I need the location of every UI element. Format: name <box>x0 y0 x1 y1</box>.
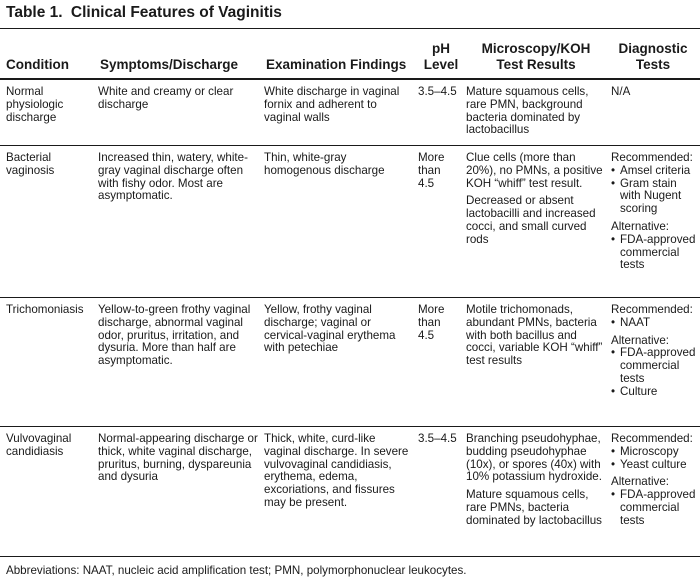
microscopy-text: Decreased or absent lactobacilli and increased cocci, and small curved rods <box>466 194 596 246</box>
recommended-label: Recommended: <box>611 432 693 445</box>
row-vvc-exam: Thick, white, curd-like vaginal discharge. In severe vulvovaginal candidiasis, erythema, edema, excoriations, and fissures may be present. <box>264 432 409 509</box>
row-trich-exam: Yellow, frothy vaginal discharge; vaginal or cervical-vaginal erythema with petechiae <box>264 303 396 355</box>
row-divider-2 <box>0 297 700 298</box>
row-divider-1 <box>0 145 700 146</box>
list-item: • Amsel criteria <box>611 165 699 178</box>
list-item: • FDA-approved commercial tests <box>611 489 699 527</box>
row-bv-symptoms: Increased thin, watery, white-gray vaginal discharge often with fishy odor. Most are asymptomatic. <box>98 151 248 203</box>
list-item: • NAAT <box>611 317 699 330</box>
row-bv-exam: Thin, white-gray homogenous discharge <box>264 151 385 177</box>
row-vvc-symptoms: Normal-appearing discharge or thick, white vaginal discharge, pruritus, burning, dyspareunia and dysuria <box>98 432 258 484</box>
list-item: • Yeast culture <box>611 459 699 472</box>
microscopy-text: Mature squamous cells, rare PMN, background bacteria dominated by lactobacillus <box>466 85 589 137</box>
microscopy-text: Mature squamous cells, rare PMNs, bacteria dominated by lactobacillus <box>466 488 602 527</box>
row-trich-condition: Trichomoniasis <box>6 303 84 316</box>
table-footnote: Abbreviations: NAAT, nucleic acid amplification test; PMN, polymorphonuclear leukocytes. <box>6 564 467 577</box>
table-number: Table 1. <box>6 4 63 21</box>
row-bv-diagnostic <box>611 152 699 272</box>
microscopy-text: Branching pseudohyphae, budding pseudohyphae (10x), or spores (40x) with 10% potassium hydroxide. <box>466 432 602 484</box>
col-header-ph: pH Level <box>423 41 459 72</box>
alternative-label: Alternative: <box>611 219 669 233</box>
table-title <box>6 4 282 22</box>
row-trich-symptoms: Yellow-to-green frothy vaginal discharge, abnormal vaginal odor, pruritus, irritation, and dysuria. More than half are asymptomatic. <box>98 303 251 368</box>
row-bv-microscopy <box>466 152 604 247</box>
row-normal-microscopy <box>466 86 604 137</box>
row-bv-ph: More than 4.5 <box>418 151 445 190</box>
list-item: • FDA-approved commercial tests <box>611 234 699 272</box>
row-normal-symptoms: White and creamy or clear discharge <box>98 85 234 111</box>
microscopy-text: Motile trichomonads, abundant PMNs, bacteria with both bacillus and cocci, variable KOH “whiff” test results <box>466 303 603 368</box>
rule-header <box>0 78 700 80</box>
row-normal-diagnostic: N/A <box>611 85 631 98</box>
alternative-list <box>611 347 699 398</box>
recommended-list <box>611 446 699 472</box>
recommended-list <box>611 165 699 216</box>
col-header-condition: Condition <box>6 57 69 72</box>
rule-bottom <box>0 556 700 557</box>
list-item: • Microscopy <box>611 446 699 459</box>
alternative-label: Alternative: <box>611 333 669 347</box>
row-trich-diagnostic <box>611 304 699 399</box>
row-normal-ph: 3.5–4.5 <box>418 85 457 98</box>
row-vvc-diagnostic <box>611 433 699 528</box>
row-vvc-microscopy <box>466 433 604 528</box>
row-normal-exam: White discharge in vaginal fornix and adherent to vaginal walls <box>264 85 400 124</box>
row-trich-ph: More than 4.5 <box>418 303 445 342</box>
row-divider-3 <box>0 426 700 427</box>
alternative-list <box>611 489 699 527</box>
row-vvc-condition: Vulvovaginal candidiasis <box>6 432 72 458</box>
col-header-diagnostic: Diagnostic Tests <box>618 41 688 72</box>
row-normal-condition: Normal physiologic discharge <box>6 85 64 124</box>
list-item: • FDA-approved commercial tests <box>611 347 699 385</box>
recommended-label: Recommended: <box>611 303 693 316</box>
recommended-list <box>611 317 699 330</box>
alternative-list <box>611 234 699 272</box>
microscopy-text: Clue cells (more than 20%), no PMNs, a positive KOH “whiff” test result. <box>466 151 603 190</box>
rule-top <box>0 28 700 29</box>
col-header-microscopy: Microscopy/KOH Test Results <box>481 41 591 72</box>
alternative-label: Alternative: <box>611 475 669 489</box>
table-caption: Clinical Features of Vaginitis <box>70 4 282 21</box>
row-bv-condition: Bacterial vaginosis <box>6 151 55 177</box>
col-header-exam: Examination Findings <box>266 57 407 72</box>
recommended-label: Recommended: <box>611 151 693 164</box>
col-header-symptoms: Symptoms/Discharge <box>100 57 239 72</box>
row-vvc-ph: 3.5–4.5 <box>418 432 457 445</box>
row-trich-microscopy <box>466 304 604 368</box>
list-item: • Culture <box>611 386 699 399</box>
list-item: • Gram stain with Nugent scoring <box>611 178 699 216</box>
